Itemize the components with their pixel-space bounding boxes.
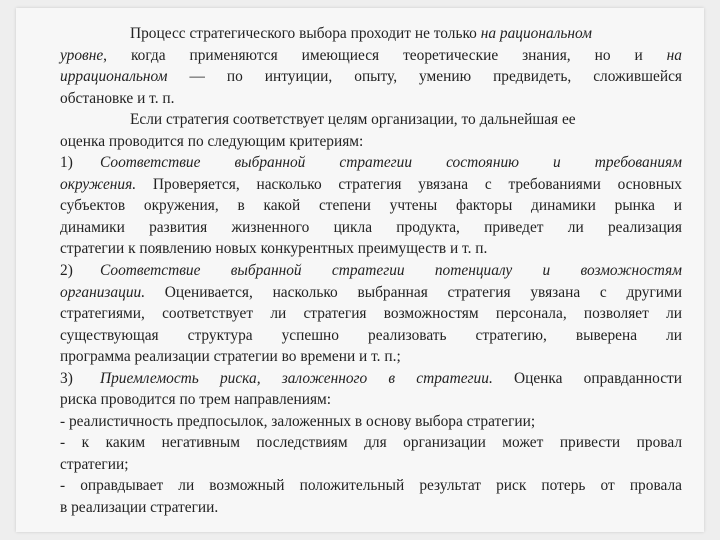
text-span: Оценивается, насколько выбранная стратегия увязана с другими [145,283,682,301]
italic-span: уровне [60,46,104,64]
text-span: , когда применяются имеющиеся теоретические знания, но и [103,46,667,64]
list-number: 1) [60,154,73,172]
text-span: Проверяется, насколько стратегия увязана с требованиями основных [136,175,682,193]
list-number: 3) [60,369,73,387]
document-text [60,23,682,519]
text-line: в реализации стратегии. [60,499,219,517]
italic-span: Соответствие выбранной стратегии потенциалу и возможностям [100,262,682,280]
document-page [16,8,704,532]
italic-span: на [666,46,682,64]
text-line: программа реализации стратегии во времени и т. п.; [60,348,401,366]
criterion-1-line [60,152,682,174]
text-line: Если стратегия соответствует целям организации, то дальнейшая ее [130,111,576,129]
bullet-item: - реалистичность предпосылок, заложенных в основу выбора стратегии; [60,412,536,430]
text-line [60,66,682,88]
text-span: — по интуиции, опыту, умению предвидеть, сложившейся [167,68,682,86]
text-line: обстановке и т. п. [60,89,175,107]
criterion-3-line [60,368,682,390]
bullet-item: - оправдывает ли возможный положительный результат риск потерь от провала [60,477,682,495]
text-span: Процесс стратегического выбора проходит не только [130,25,481,42]
italic-span: организации. [60,283,146,301]
criterion-2-line [60,260,682,282]
bullet-item: - к каким негативным последствиям для организации может привести провал [60,434,682,452]
text-line: стратегиями, соответствует ли стратегия возможностям персонала, позволяет ли [60,305,682,323]
italic-span: Соответствие выбранной стратегии состоянию и требованиям [100,154,682,172]
italic-span: Приемлемость риска, заложенного в стратегии. [100,369,493,387]
text-line [60,282,682,304]
text-line: существующая структура успешно реализовать стратегию, выверена ли [60,326,682,344]
text-line: риска проводится по трем направлениям: [60,391,332,409]
italic-span: окружения. [60,175,137,193]
text-line: субъектов окружения, в какой степени учтены факторы динамики рынка и [60,197,682,215]
text-line: стратегии к появлению новых конкурентных преимуществ и т. п. [60,240,488,258]
text-line: стратегии; [60,455,129,473]
text-line [60,174,682,196]
italic-span: иррациональном [60,68,168,86]
text-line: оценка проводится по следующим критериям: [60,132,364,150]
text-line [60,23,682,45]
italic-span: на рациональном [480,25,592,42]
list-number: 2) [60,262,73,280]
text-span: Оценка оправданности [492,369,682,387]
text-line: динамики развития жизненного цикла продукта, приведет ли реализация [60,218,682,236]
text-line [60,45,682,67]
